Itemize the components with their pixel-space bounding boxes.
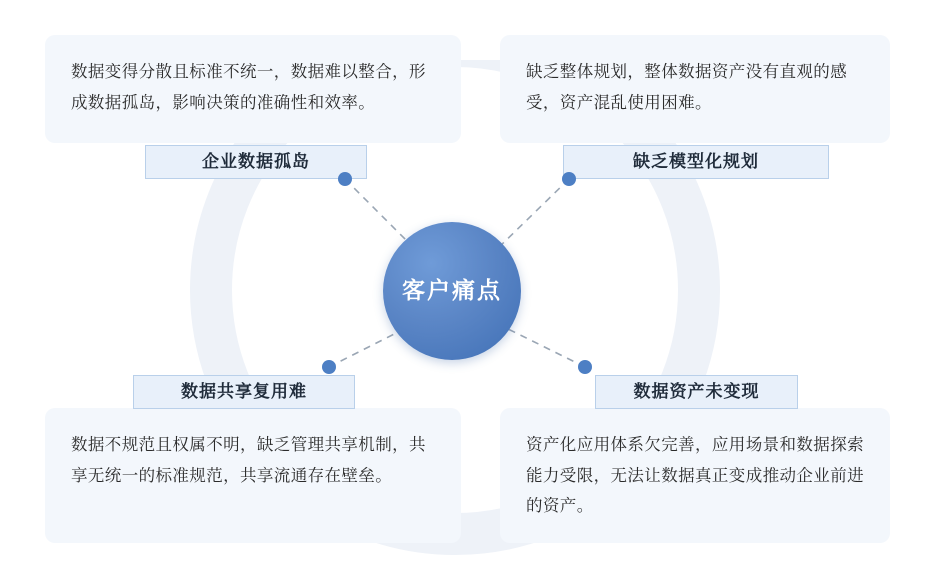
node-title-top-right[interactable]: 缺乏模型化规划: [563, 145, 829, 179]
center-node-label: 客户痛点: [402, 277, 502, 304]
node-text-top-left: 数据变得分散且标准不统一，数据难以整合，形成数据孤岛，影响决策的准确性和效率。: [45, 35, 461, 143]
connector-dot-bottom-left: [322, 360, 336, 374]
connector-dot-top-left: [338, 172, 352, 186]
connector-dot-top-right: [562, 172, 576, 186]
center-node[interactable]: [383, 222, 521, 360]
connector-dot-bottom-right: [578, 360, 592, 374]
node-text-top-right: 缺乏整体规划，整体数据资产没有直观的感受，资产混乱使用困难。: [500, 35, 890, 143]
node-text-bottom-left: 数据不规范且权属不明，缺乏管理共享机制，共享无统一的标准规范，共享流通存在壁垒。: [45, 408, 461, 543]
node-title-top-left[interactable]: 企业数据孤岛: [145, 145, 367, 179]
node-title-bottom-right[interactable]: 数据资产未变现: [595, 375, 798, 409]
node-text-bottom-right: 资产化应用体系欠完善，应用场景和数据探索能力受限，无法让数据真正变成推动企业前进的资产。: [500, 408, 890, 543]
node-title-bottom-left[interactable]: 数据共享复用难: [133, 375, 355, 409]
